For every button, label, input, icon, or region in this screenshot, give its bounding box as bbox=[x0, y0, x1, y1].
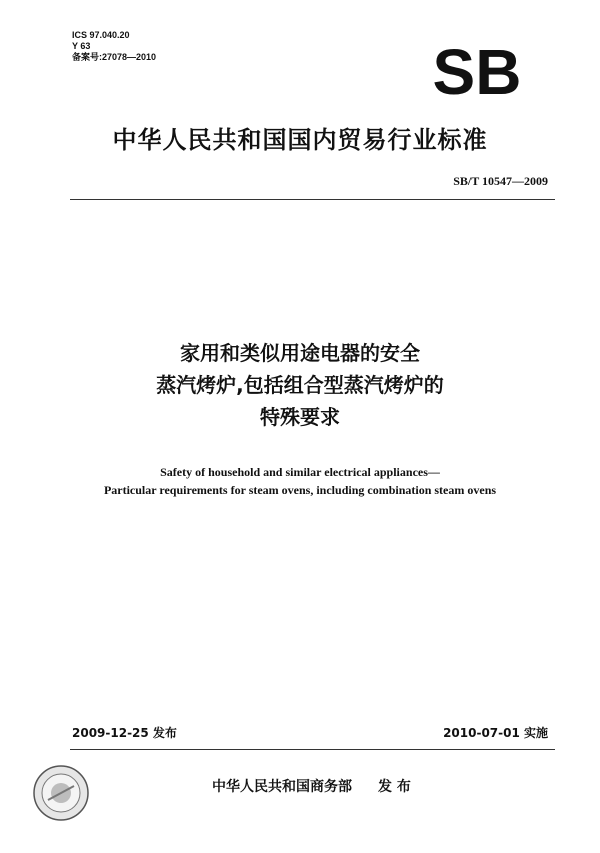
issuing-authority bbox=[212, 776, 411, 796]
title-cn-line-1: 家用和类似用途电器的安全 bbox=[180, 341, 420, 365]
library-seal-stamp bbox=[32, 764, 90, 822]
class-code: Y 63 bbox=[72, 41, 91, 51]
issuer-action: 发 布 bbox=[378, 779, 411, 795]
top-divider bbox=[70, 199, 555, 200]
sb-logo bbox=[412, 42, 542, 100]
title-cn-line-3: 特殊要求 bbox=[260, 405, 340, 429]
standard-number: SB/T 10547—2009 bbox=[453, 174, 548, 188]
ics-code: ICS 97.040.20 bbox=[72, 30, 130, 40]
sb-logo-text: SB bbox=[432, 42, 522, 100]
implementation-date: 2010-07-01 实施 bbox=[443, 726, 548, 740]
title-cn-line-2: 蒸汽烤炉,包括组合型蒸汽烤炉的 bbox=[156, 373, 444, 397]
title-en-line-1: Safety of household and similar electrical appliances— bbox=[160, 465, 440, 479]
industry-standard-title: 中华人民共和国国内贸易行业标准 bbox=[112, 126, 488, 154]
filing-number: 备案号:27078—2010 bbox=[72, 52, 157, 62]
bottom-divider bbox=[70, 749, 555, 750]
title-en-line-2: Particular requirements for steam ovens, including combination steam ovens bbox=[103, 483, 497, 497]
issuer-name: 中华人民共和国商务部 bbox=[212, 779, 352, 795]
issue-date: 2009-12-25 发布 bbox=[72, 726, 177, 740]
classification-block bbox=[72, 30, 156, 63]
